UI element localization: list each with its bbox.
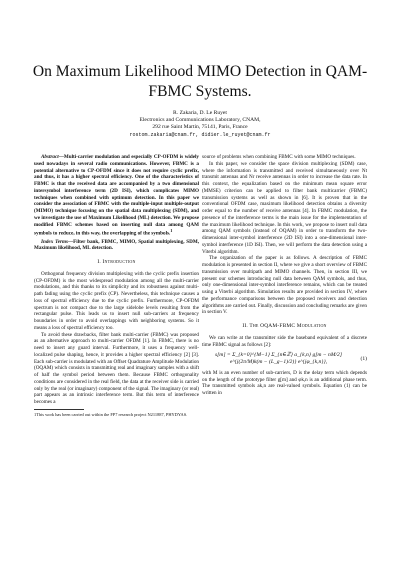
right-paragraph-2: The organization of the paper is as follows. A description of FBMC modulation is presented in section II, where we give a short overview of FBMC transmission over multipath and MIMO channels. Then, in section III, we present our schemes introducing null data between QAM symbols, and thus, only one-dimensional inter-symbol interference remains, which can be treated using a Viterbi algorithm. Simulation results are provided in section IV, where the performance comparisons between the proposed receivers and detection algorithms are carried out. Finally, discussion and concluding remarks are given in section V.	[202, 255, 367, 316]
abstract-text: —Multi-carrier modulation and especially CP-OFDM is widely used nowadays in several radio communications. However, FBMC is a potential alternative to CP-OFDM since it does not require cyclic prefix, and thus, it has a higher spectral efficiency. One of the characteristics of FBMC is that the received data are accompanied by a two dimensional intersymbol interference term (2D ISI), which complicates MIMO techniques when combined with optimum detection. In this paper we consider the association of FBMC with the multiple-input multiple-output (MIMO) technique focusing on the spatial data multiplexing (SDM), and we investigate the use of Maximum Likelihood (ML) detection. We propose modified FBMC schemes based on inserting null data among QAM symbols to reduce, in this way, the overlapping of the symbols.	[34, 154, 199, 237]
equation-1	[202, 352, 367, 366]
right-paragraph-4: with M is an even number of sub-carriers, D is the delay term which depends on the length of the prototype filter g[m] and φk,n is an additional phase term. The transmitted symbols ak,n are real-valued symbols. Equation (1) can be written in	[202, 369, 367, 396]
right-paragraph-1: In this paper, we consider the space division multiplexing (SDM) case, where the information is transmitted and received simultaneously over Nt transmit antennas and Nr receive antennas in order to increase the data rate. In this context, the equalization based on the minimum mean square error (MMSE) criterion can be applied to filter bank multicarrier (FBMC) transmission systems as well as shown in [6]. It is proven that in the conventional OFDM case, maximum likelihood detection obtains a diversity order equal to the number of receive antennas [4]. In FBMC modulation, the presence of the interference terms is the main issue for the implementation of the maximum likelihood technique. In this work, we propose to insert null data among QAM symbols (instead of OQAM) in order to transform the two-dimensional inter-symbol interference (2D ISI) into a one-dimensional inter-symbol interference (1D ISI). Then, we will perform the data detection using a Viterbi algorithm.	[202, 160, 367, 255]
right-paragraph-0: source of problems when combining FBMC with some MIMO techniques.	[202, 154, 356, 160]
author-address: 292 rue Saint Martin, 75141, Paris, France	[152, 124, 248, 131]
equation-number: (1)	[360, 355, 367, 362]
section-heading-introduction: I. Introduction	[97, 259, 136, 266]
equation-body: s[m] = Σ_{k=0}^{M−1} Σ_{n∈ℤ} a_{k,n} g[m − nM/2] e^{j(2π/M)k(m − (L_g−1)/2)} e^{jφ_{k,n}},	[214, 352, 343, 365]
intro-paragraph-1: Orthogonal frequency division multiplexing with the cyclic prefix insertion (CP-OFDM) is the most widespread modulation among all the multi-carrier modulations, and this thanks to its simplicity and its robustness against multi-path fading using the cyclic prefix (CP). Nevertheless, this technique causes a loss of spectral efficiency due to the cyclic prefix. Furthermore, CP-OFDM spectrum is not compact due to the large sidelobe levels resulting from the rectangular pulse. This leads us to insert null sub-carriers at frequency boundaries in order to avoid overlappings with neighboring systems. So it means a loss of spectral efficiency too.	[34, 270, 199, 331]
abstract-footmark: 1	[170, 228, 173, 234]
section-heading-oqam-fbmc: II. The OQAM-FBMC Modulation	[242, 323, 327, 329]
index-terms-lead: Index Terms	[41, 238, 69, 245]
left-column	[34, 154, 199, 418]
footnote-rule	[34, 409, 84, 410]
index-terms	[34, 239, 199, 253]
author-affiliation: Electronics and Communications Laboratory, CNAM,	[139, 117, 261, 124]
abstract-lead: Abstract	[41, 154, 59, 160]
author-names: R. Zakaria, D. Le Ruyet	[173, 110, 227, 116]
right-column	[202, 154, 367, 397]
index-terms-text: —Filter bank, FBMC, MIMO, Spatial multiplexing, SDM, Maximum likelihood, ML detection.	[34, 238, 199, 252]
intro-paragraph-2: To avoid these drawbacks, filter bank multi-carrier (FBMC) was proposed as an alternative approach to multi-carrier OFDM [1]. In FBMC, there is no need to insert any guard interval. Furthermore, it uses a frequency well-localized pulse shaping, hence, it provides a higher spectral efficiency [2] [3]. Each sub-carrier is modulated with an Offset Quadrature Amplitude Modulation (OQAM) which consists in transmitting real and imaginary samples with a shift of half the symbol period between them. Because FBMC orthogonality conditions are considered in the real field, the data at the receiver side is carried only by the real (or imaginary) component of the signal. The imaginary (or real) part appears as an intrinsic interference term. But this term of interference becomes a	[34, 331, 199, 406]
author-block	[60, 110, 340, 139]
paper-title: On Maximum Likelihood MIMO Detection in QAM-FBMC Systems.	[32, 63, 368, 100]
right-paragraph-3: We can write at the transmitter side the baseband equivalent of a discrete time FBMC signal as follows [2]:	[202, 334, 367, 348]
footnote: 1This work has been carried out within the FP7 research project N211887, PHYDYAS.	[34, 411, 188, 417]
author-emails: rostom.zakaria@cnam.fr, didier.le_ruyet@cnam.fr	[129, 131, 271, 138]
abstract	[34, 154, 199, 238]
